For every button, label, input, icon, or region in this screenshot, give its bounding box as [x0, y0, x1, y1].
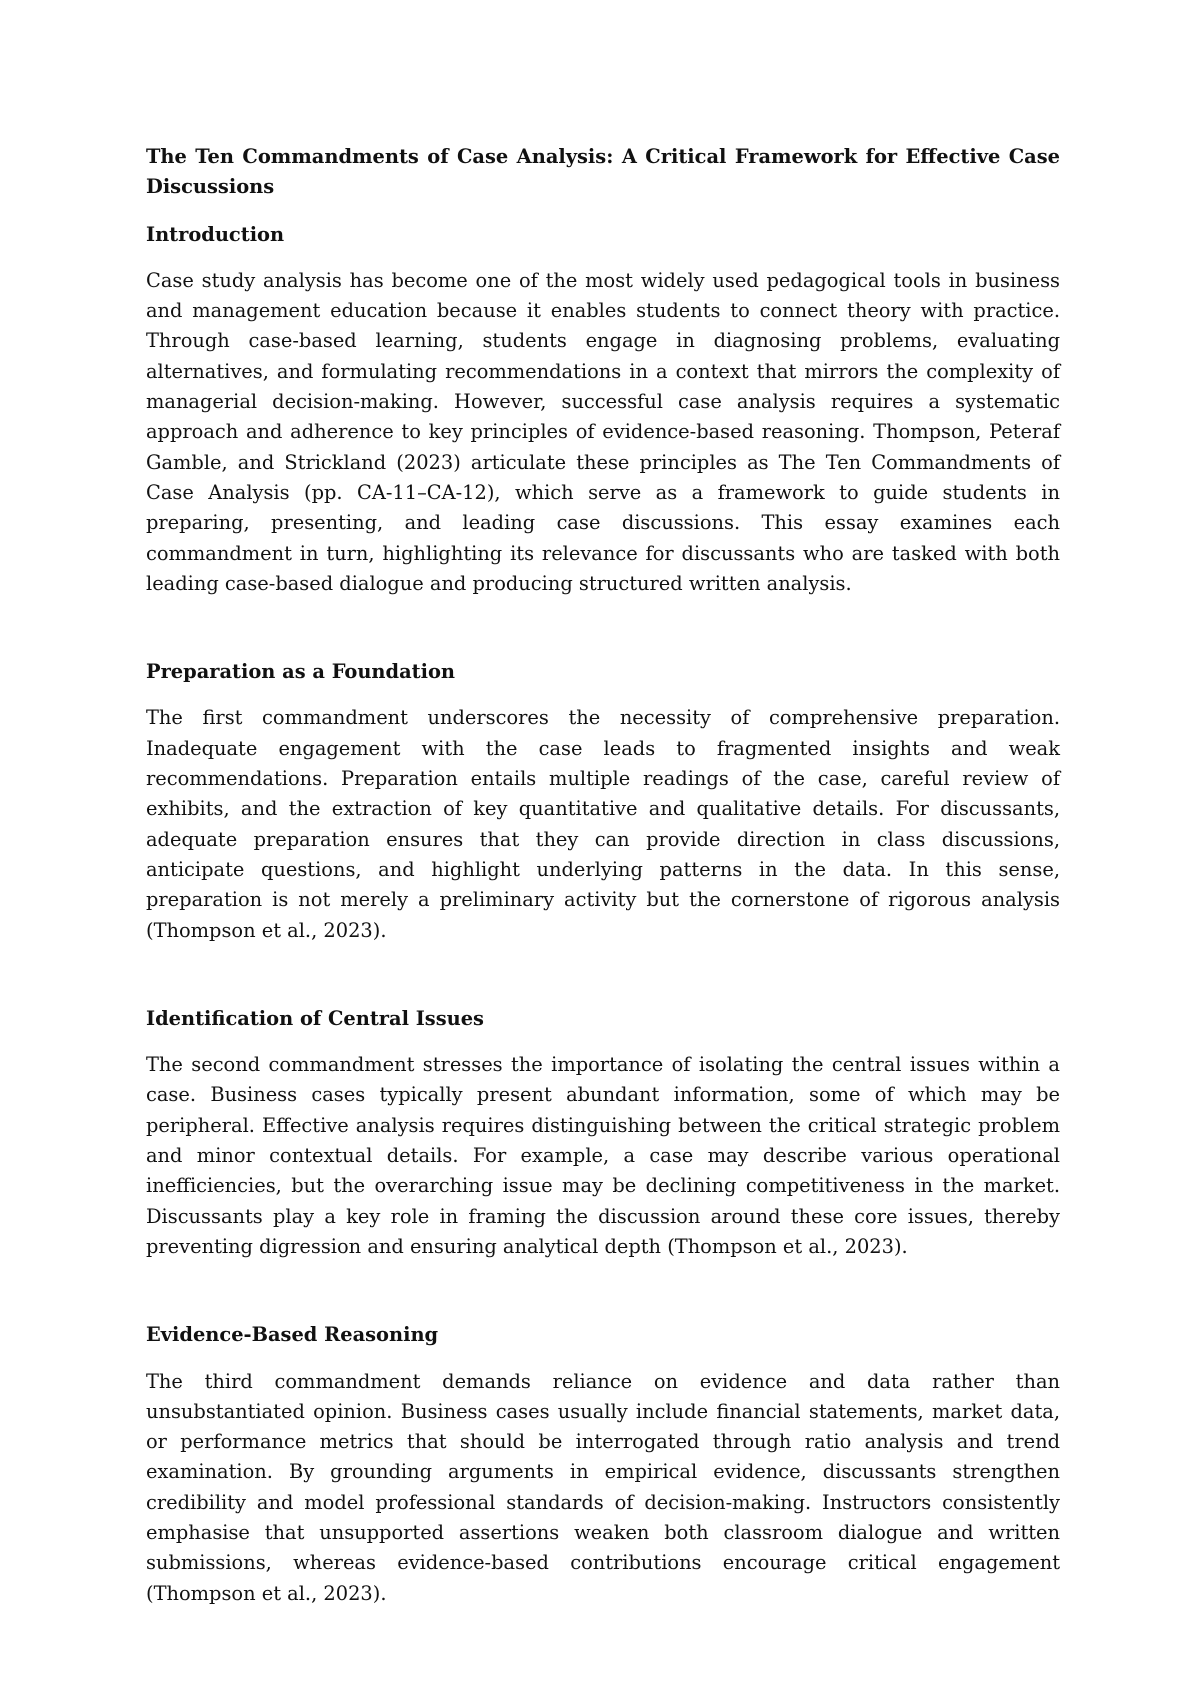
section-preparation — [146, 657, 1060, 946]
section-central-issues — [146, 1004, 1060, 1262]
section-paragraph: The first commandment underscores the necessity of comprehensive preparation. Inadequate engagement with the case leads to fragmented insights and weak recommendations. Preparation entails multiple readings of the case, careful review of exhibits, and the extraction of key quantitative and qualitative details. For discussants, adequate preparation ensures that they can provide direction in class discussions, anticipate questions, and highlight underlying patterns in the data. In this sense, preparation is not merely a preliminary activity but the cornerstone of rigorous analysis (Thompson et al., 2023). — [146, 706, 1060, 942]
document-body — [146, 142, 1060, 1609]
section-paragraph: Case study analysis has become one of the most widely used pedagogical tools in business and management education because it enables students to connect theory with practice. Through case-based learning, students engage in diagnosing problems, evaluating alternatives, and formulating recommendations in a context that mirrors the complexity of managerial decision-making. However, successful case analysis requires a systematic approach and adherence to key principles of evidence-based reasoning. Thompson, Peteraf Gamble, and Strickland (2023) articulate these principles as The Ten Commandments of Case Analysis (pp. CA-11–CA-12), which serve as a framework to guide students in preparing, presenting, and leading case discussions. This essay examines each commandment in turn, highlighting its relevance for discussants who are tasked with both leading case-based dialogue and producing structured written analysis. — [146, 268, 1060, 595]
section-heading: Preparation as a Foundation — [146, 660, 455, 684]
section-heading: Evidence-Based Reasoning — [146, 1323, 439, 1347]
section-introduction — [146, 220, 1060, 600]
document-title: The Ten Commandments of Case Analysis: A Critical Framework for Effective Case Discussions — [146, 145, 1060, 199]
section-heading: Introduction — [146, 222, 285, 246]
section-paragraph: The second commandment stresses the importance of isolating the central issues within a case. Business cases typically present abundant information, some of which may be peripheral. Effective analysis requires distinguishing between the critical strategic problem and minor contextual details. For example, a case may describe various operational inefficiencies, but the overarching issue may be declining competitiveness in the market. Discussants play a key role in framing the discussion around these core issues, thereby preventing digression and ensuring analytical depth (Thompson et al., 2023). — [146, 1053, 1060, 1258]
section-evidence-based — [146, 1320, 1060, 1609]
section-heading: Identification of Central Issues — [146, 1006, 484, 1030]
section-paragraph: The third commandment demands reliance on evidence and data rather than unsubstantiated opinion. Business cases usually include financial statements, market data, or performance metrics that should be interrogated through ratio analysis and trend examination. By grounding arguments in empirical evidence, discussants strengthen credibility and model professional standards of decision-making. Instructors consistently emphasise that unsupported assertions weaken both classroom dialogue and written submissions, whereas evidence-based contributions encourage critical engagement (Thompson et al., 2023). — [146, 1369, 1060, 1605]
